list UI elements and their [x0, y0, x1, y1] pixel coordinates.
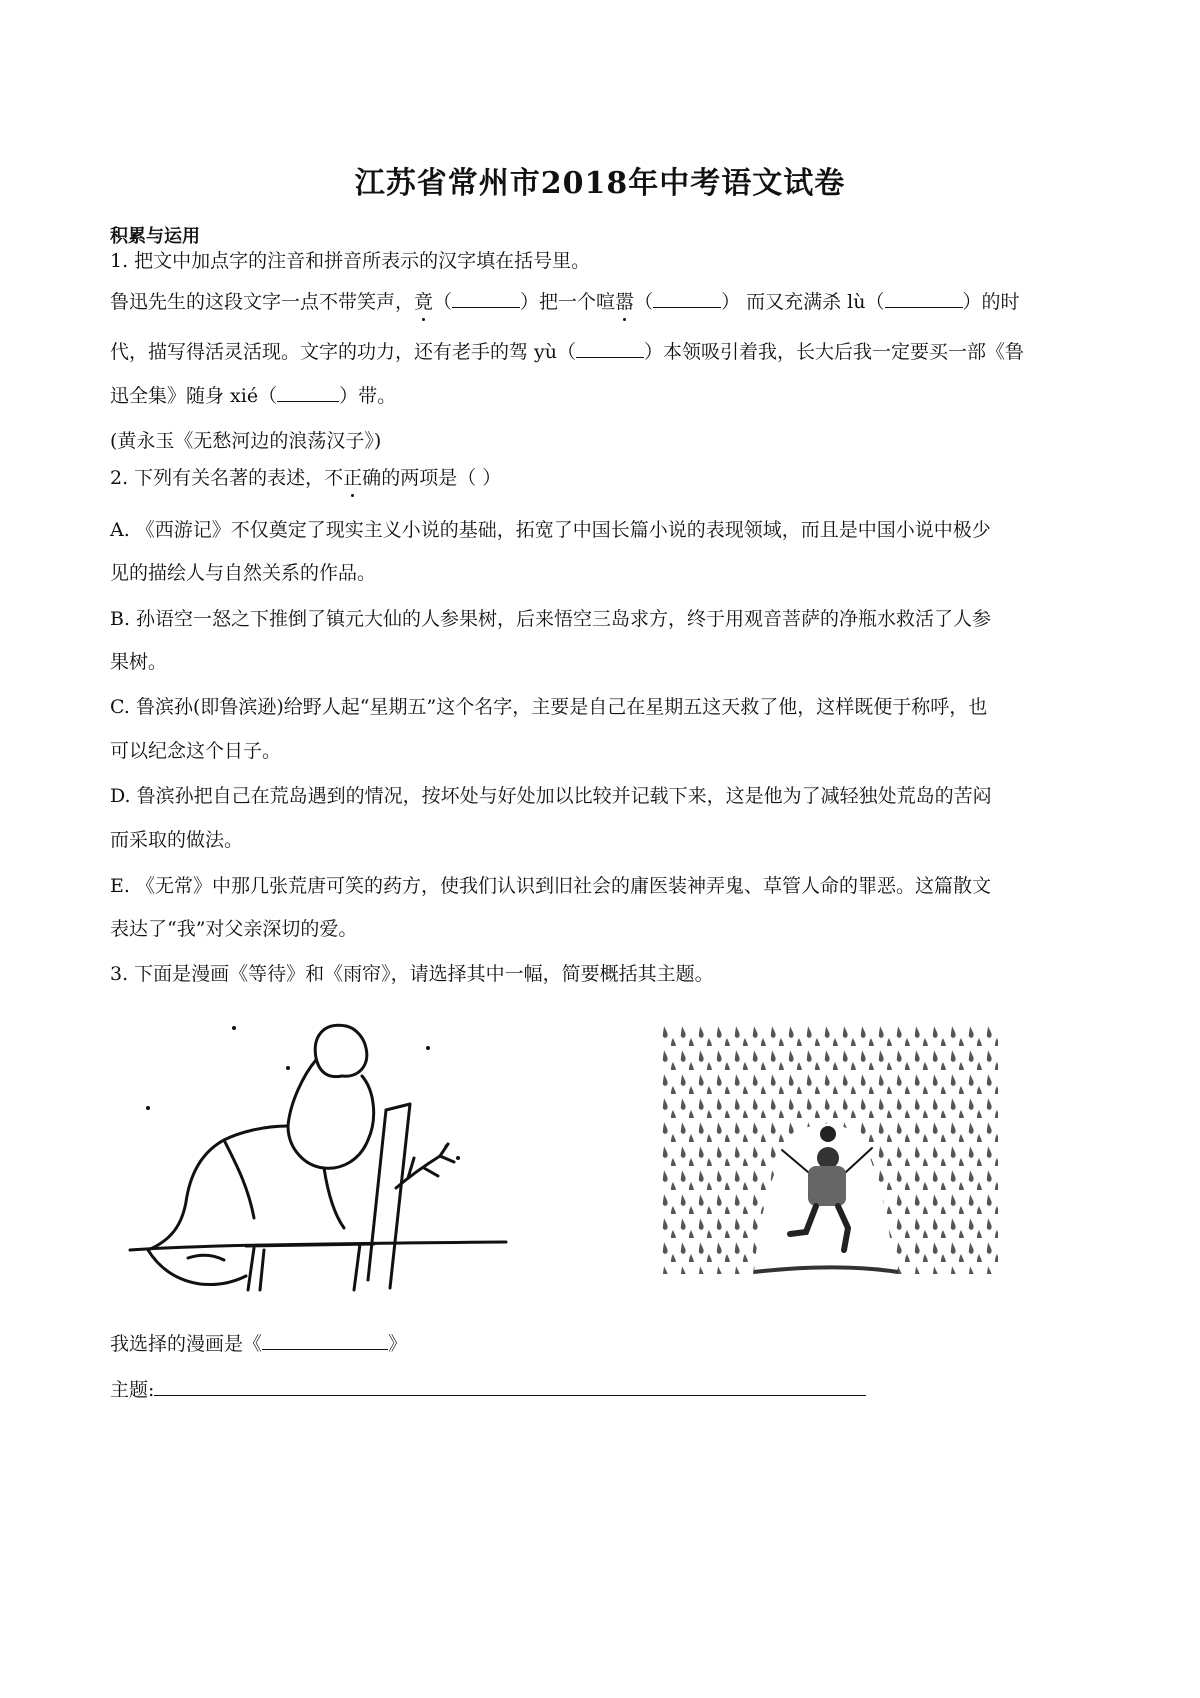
q1-text: （	[634, 290, 654, 313]
q1-line-1	[110, 286, 1020, 314]
q2-stem-text: 的两项是（ ）	[381, 467, 502, 489]
q1-text: （	[433, 290, 453, 313]
q2-stem-text: 2. 下列有关名著的表述，	[110, 467, 325, 489]
choice-answer-blank[interactable]	[262, 1328, 388, 1350]
answer-blank[interactable]	[885, 286, 963, 308]
q1-text: 鲁迅先生的这段文字一点不带笑声，	[110, 290, 415, 313]
q3-choice-line	[110, 1328, 407, 1356]
q3-theme-line	[110, 1374, 866, 1402]
option-e-line-2: 表达了“我”对父亲深切的爱。	[110, 918, 358, 940]
answer-blank[interactable]	[277, 380, 339, 402]
q1-stem: 1. 把文中加点字的注音和拼音所表示的汉字填在括号里。	[110, 250, 591, 272]
option-c-line-1: C. 鲁滨孙(即鲁滨逊)给野人起“星期五”这个名字，主要是自己在星期五这天救了他，这样既便于称呼，也	[110, 696, 988, 718]
q1-text: ）把一个喧	[520, 290, 616, 313]
q1-text: ）带。	[339, 384, 397, 407]
section-heading: 积累与运用	[110, 226, 200, 247]
dotted-emphasis: 不正确	[324, 463, 381, 490]
q1-text: ）的时	[962, 290, 1020, 313]
q1-line-2	[110, 336, 1024, 364]
option-a-line-2: 见的描绘人与自然关系的作品。	[110, 562, 377, 584]
answer-blank[interactable]	[452, 286, 520, 308]
q1-text: 迅全集》随身 xié（	[110, 384, 278, 407]
q2-stem	[110, 463, 501, 490]
q1-text: ） 而又充满杀 lù（	[721, 290, 885, 313]
q3-stem: 3. 下面是漫画《等待》和《雨帘》，请选择其中一幅，简要概括其主题。	[110, 963, 714, 985]
option-b-line-2: 果树。	[110, 651, 168, 673]
option-c-line-2: 可以纪念这个日子。	[110, 740, 282, 762]
option-e-line-1: E. 《无常》中那几张荒唐可笑的药方，使我们认识到旧社会的庸医装神弄鬼、草管人命的罪恶。这篇散文	[110, 875, 991, 897]
choice-label: 我选择的漫画是《	[110, 1332, 263, 1355]
cartoon-waiting-image	[128, 1018, 508, 1298]
dotted-char: 嚣	[615, 287, 634, 314]
theme-label: 主题:	[110, 1378, 155, 1401]
option-d-line-2: 而采取的做法。	[110, 829, 244, 851]
q1-text: ）本领吸引着我，长大后我一定要买一部《鲁	[644, 340, 1025, 363]
option-b-line-1: B. 孙语空一怒之下推倒了镇元大仙的人参果树，后来悟空三岛求方，终于用观音菩萨的净瓶水救活了人参	[110, 608, 992, 630]
answer-blank[interactable]	[653, 286, 721, 308]
theme-answer-blank[interactable]	[154, 1374, 866, 1396]
option-d-line-1: D. 鲁滨孙把自己在荒岛遇到的情况，按坏处与好处加以比较并记载下来，这是他为了减轻独处荒岛的苦闷	[110, 785, 992, 807]
dotted-char: 竟	[414, 287, 433, 314]
cartoon-rain-curtain-image	[658, 1022, 998, 1286]
choice-label-close: 》	[388, 1332, 408, 1355]
answer-blank[interactable]	[576, 336, 644, 358]
q1-line-3	[110, 380, 396, 408]
option-a-line-1: A. 《西游记》不仅奠定了现实主义小说的基础，拓宽了中国长篇小说的表现领域，而且是中国小说中极少	[110, 519, 991, 541]
q1-text: 代，描写得活灵活现。文字的功力，还有老手的驾 yù（	[110, 340, 577, 363]
page-title: 江苏省常州市2018年中考语文试卷	[354, 166, 846, 201]
q1-source: (黄永玉《无愁河边的浪荡汉子》)	[110, 430, 382, 452]
